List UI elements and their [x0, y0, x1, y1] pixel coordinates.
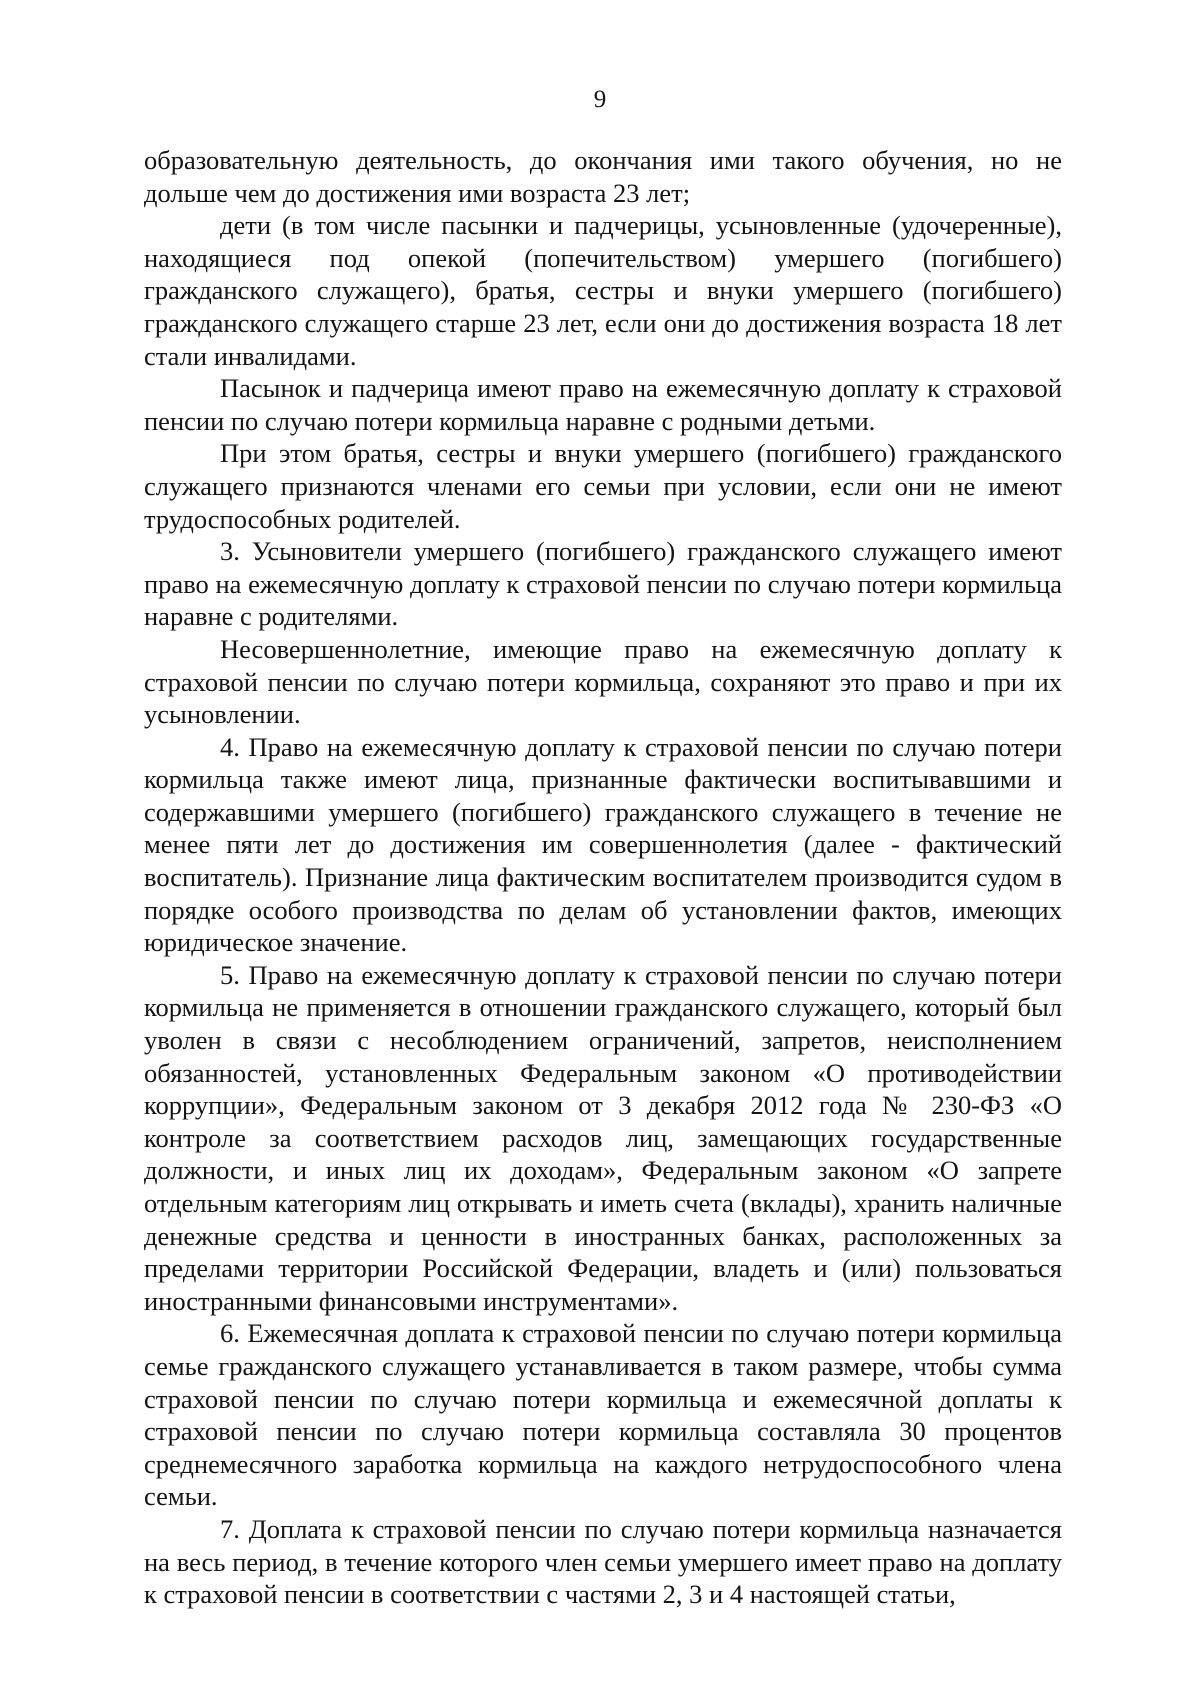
paragraph-stepchildren: Пасынок и падчерица имеют право на ежемесячную доплату к страховой пенсии по случаю потери кормильца наравне с родными детьми. [144, 373, 1062, 436]
paragraph-clause-3-adoptive-parents: 3. Усыновители умершего (погибшего) гражданского служащего имеют право на ежемесячную доплату к страховой пенсии по случаю потери кормильца наравне с родителями. [144, 536, 1062, 632]
paragraph-siblings-grandchildren: При этом братья, сестры и внуки умершего (погибшего) гражданского служащего признаются членами его семьи при условии, если они не имеют трудоспособных родителей. [144, 438, 1062, 534]
paragraph-minors-adoption: Несовершеннолетние, имеющие право на ежемесячную доплату к страховой пенсии по случаю потери кормильца, сохраняют это право и при их усыновлении. [144, 633, 1062, 730]
paragraph-clause-7-period: 7. Доплата к страховой пенсии по случаю потери кормильца назначается на весь период, в течение которого член семьи умершего имеет право на доплату к страховой пенсии в соответствии с частями 2, 3 и 4 настоящей статьи, [144, 1513, 1062, 1610]
page-number: 9 [593, 86, 607, 113]
paragraph-clause-4-actual-guardian: 4. Право на ежемесячную доплату к страховой пенсии по случаю потери кормильца также имеют лица, признанные фактически воспитывавшими и содержавшими умершего (погибшего) гражданского служащего в течение не менее пяти лет до достижения им совершеннолетия (далее - фактический воспитатель). Признание лица фактическим воспитателем производится судом в порядке особого производства по делам об установлении фактов, имеющих юридическое значение. [144, 731, 1062, 958]
paragraph-children-disabled: дети (в том числе пасынки и падчерицы, усыновленные (удочеренные), находящиеся под опекой (попечительством) умершего (погибшего) гражданского служащего), братья, сестры и внуки умершего (погибшего) гражданского служащего старше 23 лет, если они до достижения возраста 18 лет стали инвалидами. [144, 210, 1062, 371]
document-body [144, 144, 1062, 1611]
paragraph-clause-6-amount: 6. Ежемесячная доплата к страховой пенсии по случаю потери кормильца семье гражданского служащего устанавливается в таком размере, чтобы сумма страховой пенсии по случаю потери кормильца и ежемесячной доплаты к страховой пенсии по случаю потери кормильца составляла 30 процентов среднемесячного заработка кормильца на каждого нетрудоспособного члена семьи. [144, 1318, 1062, 1512]
paragraph-clause-5-exclusion: 5. Право на ежемесячную доплату к страховой пенсии по случаю потери кормильца не применяется в отношении гражданского служащего, который был уволен в связи с несоблюдением ограничений, запретов, неисполнением обязанностей, установленных Федеральным законом «О противодействии коррупции», Федеральным законом от 3 декабря 2012 года № 230-ФЗ «О контроле за соответствием расходов лиц, замещающих государственные должности, и иных лиц их доходам», Федеральным законом «О запрете отдельным категориям лиц открывать и иметь счета (вклады), хранить наличные денежные средства и ценности в иностранных банках, расположенных за пределами территории Российской Федерации, владеть и (или) пользоваться иностранными финансовыми инструментами». [144, 959, 1062, 1316]
paragraph-continuation-education: образовательную деятельность, до окончания ими такого обучения, но не дольше чем до достижения ими возраста 23 лет; [144, 145, 1062, 208]
